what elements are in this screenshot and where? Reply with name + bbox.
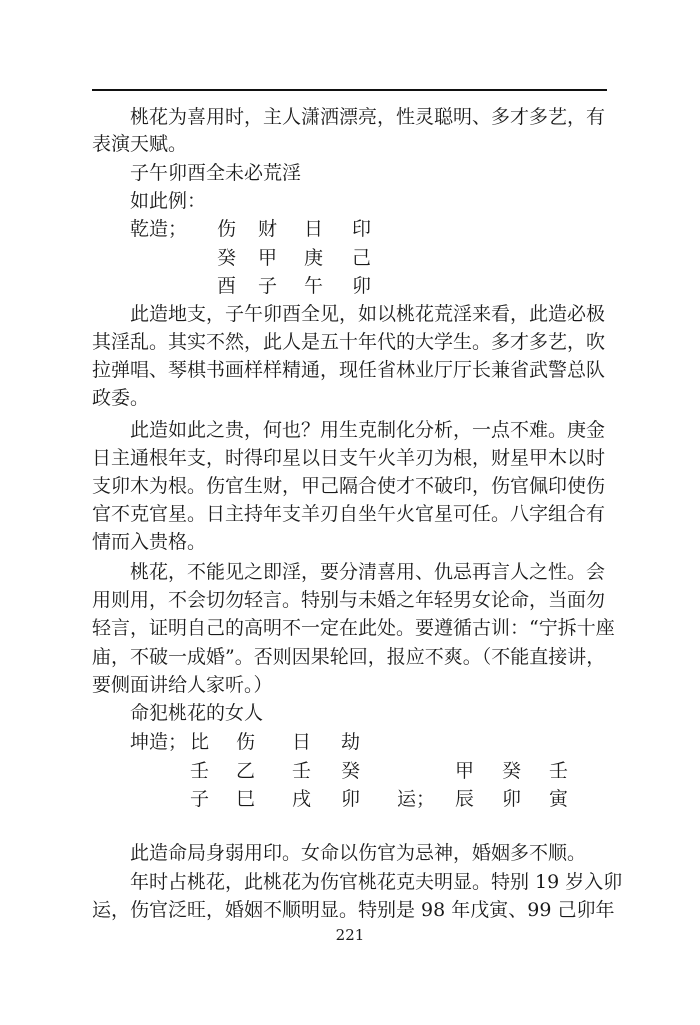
paragraph-1-line-2: 表演天赋。 <box>92 133 188 155</box>
branch-hour: 卯 <box>341 788 361 810</box>
text-line: 其淫乱。其实不然，此人是五十年代的大学生。多才多艺，吹 <box>92 331 606 353</box>
text-line: 此造地支，子午卯酉全见，如以桃花荒淫来看，此造必极 <box>130 303 606 325</box>
stem-day: 壬 <box>292 760 312 782</box>
ten-god-month: 财 <box>258 218 278 240</box>
paragraph-3-line-2 <box>92 444 607 472</box>
section-heading-2: 命犯桃花的女人 <box>130 702 264 724</box>
paragraph-4-line-3 <box>92 614 615 642</box>
text-line: 支卯木为根。伤官生财，甲己隔合使才不破印，伤官佩印使伤 <box>92 475 606 497</box>
branch-month: 巳 <box>236 788 256 810</box>
branch-day: 午 <box>304 275 324 297</box>
header-rule <box>92 89 607 91</box>
text-line: 桃花为喜用时，主人潇洒漂亮，性灵聪明、多才多艺，有 <box>130 106 606 128</box>
text-line: 庙，不破一成婚”。否则因果轮回，报应不爽。（不能直接讲， <box>92 646 606 668</box>
paragraph-2-line-3 <box>92 356 607 384</box>
paragraph-1-line-1 <box>130 103 607 131</box>
ten-god-month: 伤 <box>236 731 256 753</box>
text-line: 此造如此之贵，何也？用生克制化分析，一点不难。庚金 <box>130 419 606 441</box>
paragraph-2-line-1 <box>130 300 607 328</box>
text-line: 用则用，不会切勿轻言。特别与未婚之年轻男女论命，当面勿 <box>92 589 606 611</box>
paragraph-4-line-5: 要侧面讲给人家听。） <box>92 674 273 696</box>
luck-label: 运； <box>397 788 436 810</box>
branch-day: 戌 <box>292 788 312 810</box>
chart-label: 乾造； <box>130 218 188 240</box>
luck-branch-1: 辰 <box>455 788 475 810</box>
stem-hour: 己 <box>352 247 372 269</box>
stem-hour: 癸 <box>341 760 361 782</box>
paragraph-3-line-1 <box>130 416 607 444</box>
chart-label: 坤造； <box>130 731 188 753</box>
text-line: 日主通根年支，时得印星以日支午火羊刃为根，财星甲木以时 <box>92 447 606 469</box>
paragraph-3-line-4 <box>92 500 607 528</box>
stem-year: 癸 <box>217 247 237 269</box>
luck-stem-2: 癸 <box>502 760 522 782</box>
stem-year: 壬 <box>190 760 210 782</box>
luck-branch-3: 寅 <box>549 788 569 810</box>
text-line: 桃花，不能见之即淫，要分清喜用、仇忌再言人之性。会 <box>130 561 606 583</box>
paragraph-6-line-1 <box>130 868 623 896</box>
paragraph-4-line-1 <box>130 558 607 586</box>
section-heading-1: 子午卯酉全未必荒淫 <box>130 162 302 184</box>
ten-god-year: 比 <box>190 731 210 753</box>
luck-branch-2: 卯 <box>502 788 522 810</box>
stem-month: 乙 <box>236 760 256 782</box>
text-line: 运，伤官泛旺，婚姻不顺明显。特别是 98 年戊寅、99 己卯年 <box>92 899 615 921</box>
paragraph-6-line-2 <box>92 896 615 924</box>
paragraph-3-line-3 <box>92 472 607 500</box>
example-intro: 如此例： <box>130 190 207 212</box>
ten-god-hour: 劫 <box>341 731 361 753</box>
ten-god-day: 日 <box>304 218 324 240</box>
stem-day: 庚 <box>304 247 324 269</box>
branch-year: 子 <box>190 788 210 810</box>
ten-god-year: 伤 <box>217 218 237 240</box>
paragraph-5-line-1: 此造命局身弱用印。女命以伤官为忌神，婚姻多不顺。 <box>130 842 587 864</box>
stem-month: 甲 <box>258 247 278 269</box>
page-number: 221 <box>335 926 365 944</box>
paragraph-2-line-4: 政委。 <box>92 387 150 409</box>
ten-god-hour: 印 <box>352 218 372 240</box>
paragraph-2-line-2 <box>92 328 607 356</box>
luck-stem-1: 甲 <box>455 760 475 782</box>
paragraph-4-line-2 <box>92 586 607 614</box>
paragraph-4-line-4 <box>92 643 607 671</box>
ten-god-day: 日 <box>292 731 312 753</box>
branch-month: 子 <box>258 275 278 297</box>
branch-year: 酉 <box>217 275 237 297</box>
luck-stem-3: 壬 <box>549 760 569 782</box>
text-line: 年时占桃花，此桃花为伤官桃花克夫明显。特别 19 岁入卯 <box>130 871 623 893</box>
text-line: 拉弹唱、琴棋书画样样精通，现任省林业厅厅长兼省武警总队 <box>92 359 606 381</box>
branch-hour: 卯 <box>352 275 372 297</box>
text-line: 轻言，证明自己的高明不一定在此处。要遵循古训：“宁拆十座 <box>92 617 615 639</box>
paragraph-3-line-5: 情而入贵格。 <box>92 531 207 553</box>
text-line: 官不克官星。日主持年支羊刃自坐午火官星可任。八字组合有 <box>92 503 606 525</box>
